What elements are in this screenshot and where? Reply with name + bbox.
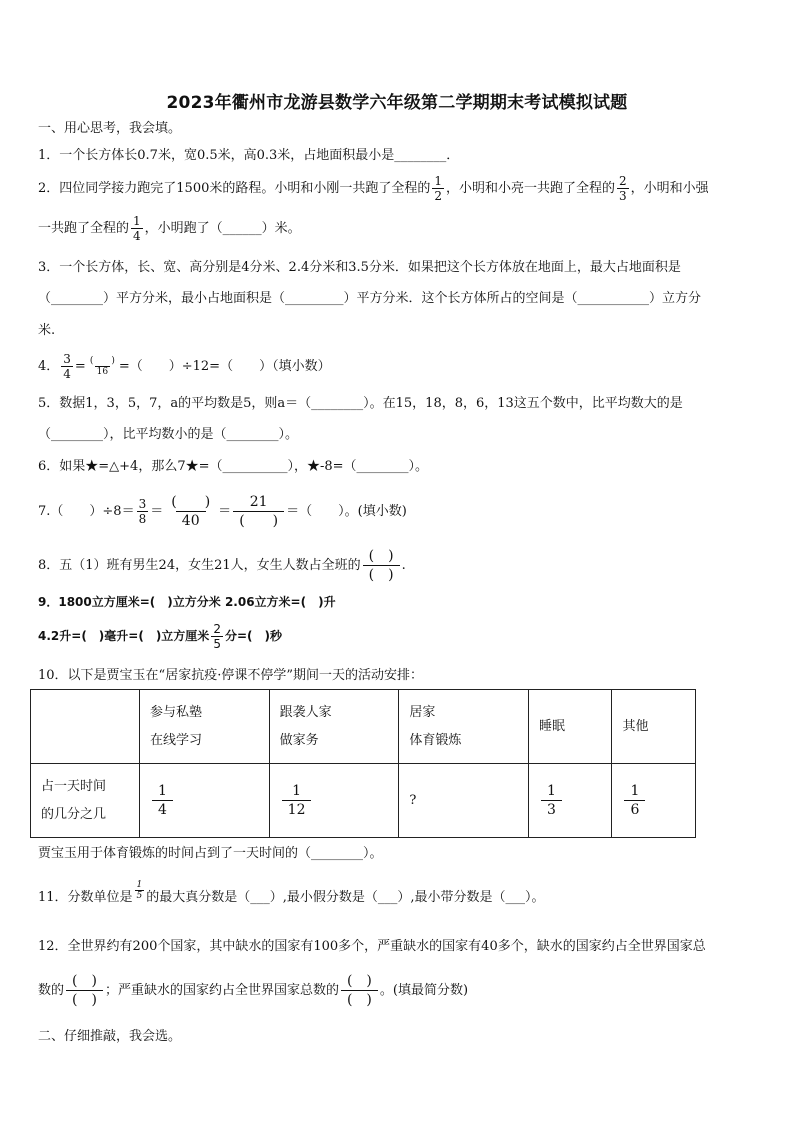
q7-fraction-2 (165, 493, 216, 530)
question-3-line-3: 米. (38, 323, 56, 338)
q7-equals-2: ＝ (218, 504, 232, 519)
question-11 (38, 880, 545, 916)
fraction-denominator: 2 (434, 189, 442, 203)
section-1-heading: 一、用心思考，我会填。 (38, 121, 182, 136)
table-header-cell: 睡眠 (528, 690, 611, 764)
q9-text-b1: 4.2升=( )毫升=( )立方厘米 (38, 629, 210, 643)
q12-fraction-1 (66, 972, 103, 1009)
table-cell (399, 764, 529, 838)
q11-fraction (135, 880, 145, 901)
q2-fraction-1 (432, 174, 444, 203)
q9-fraction (211, 622, 223, 651)
fraction-denominator: 4 (133, 229, 141, 243)
q9-text-b2: 分=( )秒 (224, 629, 282, 643)
fraction-numerator: 21 (249, 494, 268, 510)
fraction-numerator: 2 (213, 622, 221, 636)
q12-text-b: 数的 (38, 983, 65, 998)
question-12-line-2 (38, 968, 468, 1014)
cell-fraction: $\frac{1}{4}$ (152, 782, 173, 819)
question-10-intro: 10．以下是贾宝玉在“居家抗疫·停课不停学”期间一天的活动安排： (38, 668, 423, 683)
question-12-line-1: 12．全世界约有200个国家，其中缺水的国家有100多个，严重缺水的国家有40多个，缺水的国家约占全世界国家总 (38, 939, 706, 954)
table-header-cell: 跟袭人家 做家务 (269, 690, 399, 764)
q2-text-e: ，小明跑了（______）米。 (144, 221, 301, 236)
table-cell (269, 764, 399, 838)
fraction-denominator: 16 (96, 367, 109, 377)
q2-fraction-2 (617, 174, 629, 203)
activity-schedule-table (30, 689, 696, 838)
fraction-numerator: 1 (434, 174, 442, 188)
q4-fraction-1 (61, 352, 73, 381)
cell-fraction: $\frac{1}{12}$ (282, 782, 312, 819)
table-cell (140, 764, 270, 838)
table-header-cell: 其他 (612, 690, 696, 764)
q2-text-d: 一共跑了全程的 (38, 221, 130, 236)
question-9-line-2 (38, 622, 282, 651)
fraction-denominator: ( ) (233, 511, 284, 530)
fraction-denominator: ( ) (341, 990, 378, 1009)
question-2-line-2 (38, 214, 301, 244)
q7-equals-1: ＝ (150, 504, 164, 519)
cell-fraction: $\frac{1}{3}$ (541, 782, 562, 819)
cell-fraction: $\frac{1}{6}$ (624, 782, 645, 819)
fraction-denominator: ( ) (66, 990, 103, 1009)
question-5-line-1: 5．数据1，3，5，7，a的平均数是5，则a＝（________）。在15，18，8，6，13这五个数中，比平均数大的是 (38, 396, 683, 411)
q12-text-c: ；严重缺水的国家约占全世界国家总数的 (104, 983, 339, 998)
table-cell (612, 764, 696, 838)
table-row (31, 764, 696, 838)
section-2-heading: 二、仔细推敲，我会选。 (38, 1029, 182, 1044)
q4-text-b: =（ ）÷12=（ ）（填小数） (118, 359, 331, 374)
fraction-denominator: 5 (213, 637, 221, 651)
table-header-cell: 居家 体育锻炼 (399, 690, 529, 764)
q12-fraction-2 (341, 972, 378, 1009)
question-3-line-2: （________）平方分米，最小占地面积是（_________）平方分米．这个长方体所占的空间是（___________）立方分 (38, 291, 702, 306)
q2-fraction-3 (131, 214, 143, 243)
table-cell (528, 764, 611, 838)
fraction-numerator: ( ) (346, 973, 372, 989)
question-9-line-1: 9．1800立方厘米=( )立方分米 2.06立方米=( )升 (38, 595, 336, 609)
question-1: 1．一个长方体长0.7米，宽0.5米，高0.3米，占地面积最小是________． (38, 148, 460, 163)
fraction-numerator: 1 (133, 214, 141, 228)
question-7 (38, 492, 407, 532)
table-header-row (31, 690, 696, 764)
table-header-cell: 参与私塾 在线学习 (140, 690, 270, 764)
fraction-denominator: 5 (136, 891, 143, 901)
fraction-numerator: ( ) (171, 494, 211, 510)
question-10-after: 贾宝玉用于体育锻炼的时间占到了一天时间的（________）。 (38, 846, 383, 861)
q8-text-b: . (401, 558, 406, 573)
fraction-numerator: 1 (136, 880, 143, 890)
fraction-numerator: 2 (619, 174, 627, 188)
unknown-value: ? (409, 792, 417, 808)
question-6: 6．如果★=△+4，那么7★=（__________），★-8=（________）。 (38, 459, 429, 474)
q7-text-a: 7.（ ）÷8＝ (38, 504, 135, 519)
q4-fraction-2 (88, 356, 117, 377)
fraction-numerator: ( ) (72, 973, 97, 989)
q8-text-a: 8．五（1）班有男生24，女生21人，女生人数占全班的 (38, 558, 361, 573)
question-8 (38, 547, 406, 585)
q4-equals: = (74, 359, 86, 374)
fraction-numerator: ( ) (89, 356, 115, 366)
q2-text-c: ，小明和小强 (630, 181, 709, 196)
q2-text-b: ，小明和小亮一共跑了全程的 (446, 181, 616, 196)
question-4 (38, 352, 331, 381)
fraction-numerator: ( ) (368, 548, 394, 564)
q7-text-b: ＝（ ）。(填小数) (286, 504, 407, 519)
fraction-denominator: 4 (63, 367, 71, 381)
question-2-line-1 (38, 174, 709, 204)
fraction-denominator: ( ) (363, 565, 400, 584)
fraction-numerator: 3 (63, 352, 71, 366)
question-3-line-1: 3．一个长方体，长、宽、高分别是4分米、2.4分米和3.5分米．如果把这个长方体放在地面上，最大占地面积是 (38, 260, 681, 275)
q11-text-a: 11．分数单位是 (38, 890, 133, 905)
q7-fraction-1 (137, 497, 149, 526)
q8-fraction (363, 547, 400, 584)
fraction-denominator: 40 (176, 511, 206, 530)
fraction-numerator: 3 (138, 497, 147, 511)
page-title: 2023年衢州市龙游县数学六年级第二学期期末考试模拟试题 (166, 93, 628, 113)
fraction-denominator: 8 (138, 512, 147, 526)
q4-text-a: 4． (38, 359, 60, 374)
question-5-line-2: （________），比平均数小的是（________）。 (38, 427, 299, 442)
q2-text-a: 2．四位同学接力跑完了1500米的路程。小明和小刚一共跑了全程的 (38, 181, 431, 196)
q12-text-d: 。(填最简分数) (379, 983, 469, 998)
table-corner-cell (31, 690, 140, 764)
fraction-denominator: 3 (619, 189, 627, 203)
table-row-label: 占一天时间 的几分之几 (31, 764, 140, 838)
q7-fraction-3 (233, 493, 284, 530)
q11-text-b: 的最大真分数是（___）,最小假分数是（___）,最小带分数是（___）。 (146, 890, 545, 905)
